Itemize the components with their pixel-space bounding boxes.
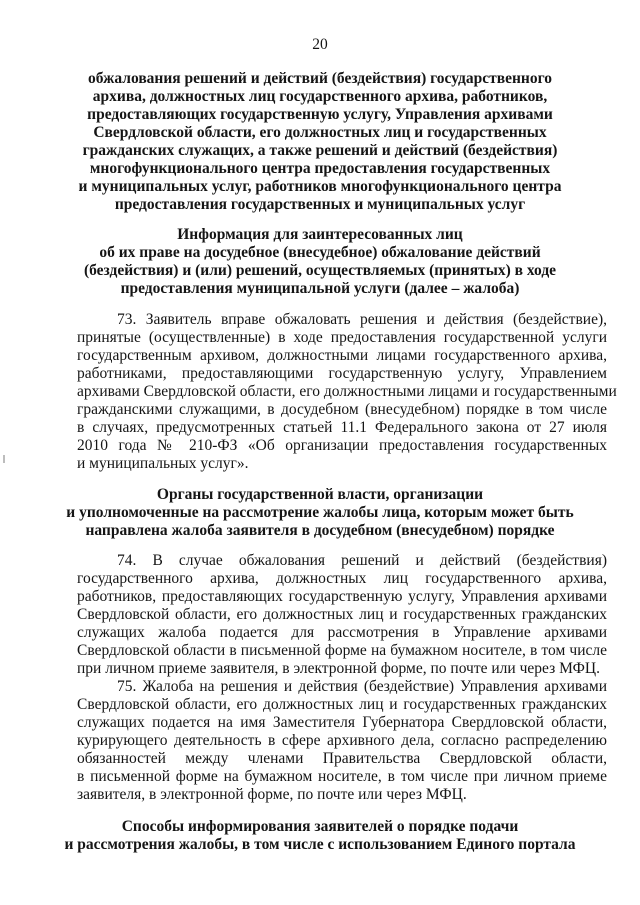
- heading-line: направлена жалоба заявителя в досудебном (внесудебном) порядке: [85, 522, 555, 539]
- scan-edge-mark: [3, 455, 5, 463]
- text-line: Свердловской области, его должностных лиц и государственных гражданских: [77, 696, 607, 713]
- text-line: архивами Свердловской области, его должностными лицами и государственными: [77, 383, 617, 400]
- text-line: при личном приеме заявителя, в электронной форме, по почте или через МФЦ.: [77, 660, 600, 677]
- text-line: 74. В случае обжалования решений и действий (бездействия): [117, 552, 607, 569]
- page-number: 20: [312, 36, 328, 53]
- heading-line: обжалования решений и действий (бездействия) государственного: [88, 70, 552, 87]
- heading-line: предоставления муниципальной услуги (далее – жалоба): [120, 280, 520, 297]
- text-line: служащих жалоба подается для рассмотрения в Управление архивами: [77, 624, 607, 641]
- text-line: 75. Жалоба на решения и действия (бездействие) Управления архивами: [117, 678, 607, 695]
- heading-line: (бездействия) и (или) решений, осуществляемых (принятых) в ходе: [83, 262, 557, 279]
- text-line: работниками, предоставляющими государственную услугу, Управлением: [77, 365, 607, 382]
- text-line: курирующего деятельность в сфере архивного дела, согласно распределению: [77, 732, 607, 749]
- heading-line: многофункционального центра предоставления государственных: [89, 160, 551, 177]
- text-line: служащих подается на имя Заместителя Губернатора Свердловской области,: [77, 714, 607, 731]
- heading-line: и муниципальных услуг, работников многофункционального центра: [78, 178, 562, 195]
- text-line: заявителя, в электронной форме, по почте или через МФЦ.: [77, 786, 467, 803]
- heading-line: и рассмотрения жалобы, в том числе с использованием Единого портала: [64, 836, 576, 853]
- text-line: Свердловской области, его должностных лиц и государственных гражданских: [77, 606, 607, 623]
- text-line: в письменной форме на бумажном носителе, в том числе при личном приеме: [77, 768, 607, 785]
- text-line: 2010 года № 210-ФЗ «Об организации предоставления государственных: [77, 437, 607, 454]
- text-line: Свердловской области в письменной форме на бумажном носителе, в том числе: [77, 642, 607, 659]
- text-line: государственного архива, должностных лиц государственного архива,: [77, 570, 607, 587]
- text-line: 73. Заявитель вправе обжаловать решения и действия (бездействие),: [117, 311, 607, 328]
- heading-line: Свердловской области, его должностных лиц и государственных: [93, 124, 547, 141]
- text-line: работников, предоставляющих государственную услугу, Управления архивами: [77, 588, 607, 605]
- heading-line: об их праве на досудебное (внесудебное) обжалование действий: [99, 244, 541, 261]
- heading-line: и уполномоченные на рассмотрение жалобы лица, которым может быть: [66, 504, 574, 521]
- text-line: принятые (осуществленные) в ходе предоставления государственной услуги: [77, 329, 607, 346]
- text-line: в случаях, предусмотренных статьей 11.1 Федерального закона от 27 июля: [77, 419, 607, 436]
- text-line: гражданскими служащими, в досудебном (внесудебном) порядке в том числе: [77, 401, 607, 418]
- text-line: и муниципальных услуг».: [77, 455, 249, 472]
- text-line: обязанностей между членами Правительства Свердловской области,: [77, 750, 607, 767]
- heading-line: гражданских служащих, а также решений и действий (бездействия): [82, 142, 558, 159]
- heading-line: архива, должностных лиц государственного архива, работников,: [92, 88, 548, 105]
- heading-line: Органы государственной власти, организации: [156, 486, 484, 503]
- text-line: государственным архивом, должностными лицами государственного архива,: [77, 347, 607, 364]
- heading-line: предоставления государственных и муниципальных услуг: [114, 196, 526, 213]
- heading-line: Информация для заинтересованных лиц: [177, 226, 463, 243]
- heading-line: предоставляющих государственную услугу, Управления архивами: [87, 106, 553, 123]
- heading-line: Способы информирования заявителей о порядке подачи: [121, 818, 519, 835]
